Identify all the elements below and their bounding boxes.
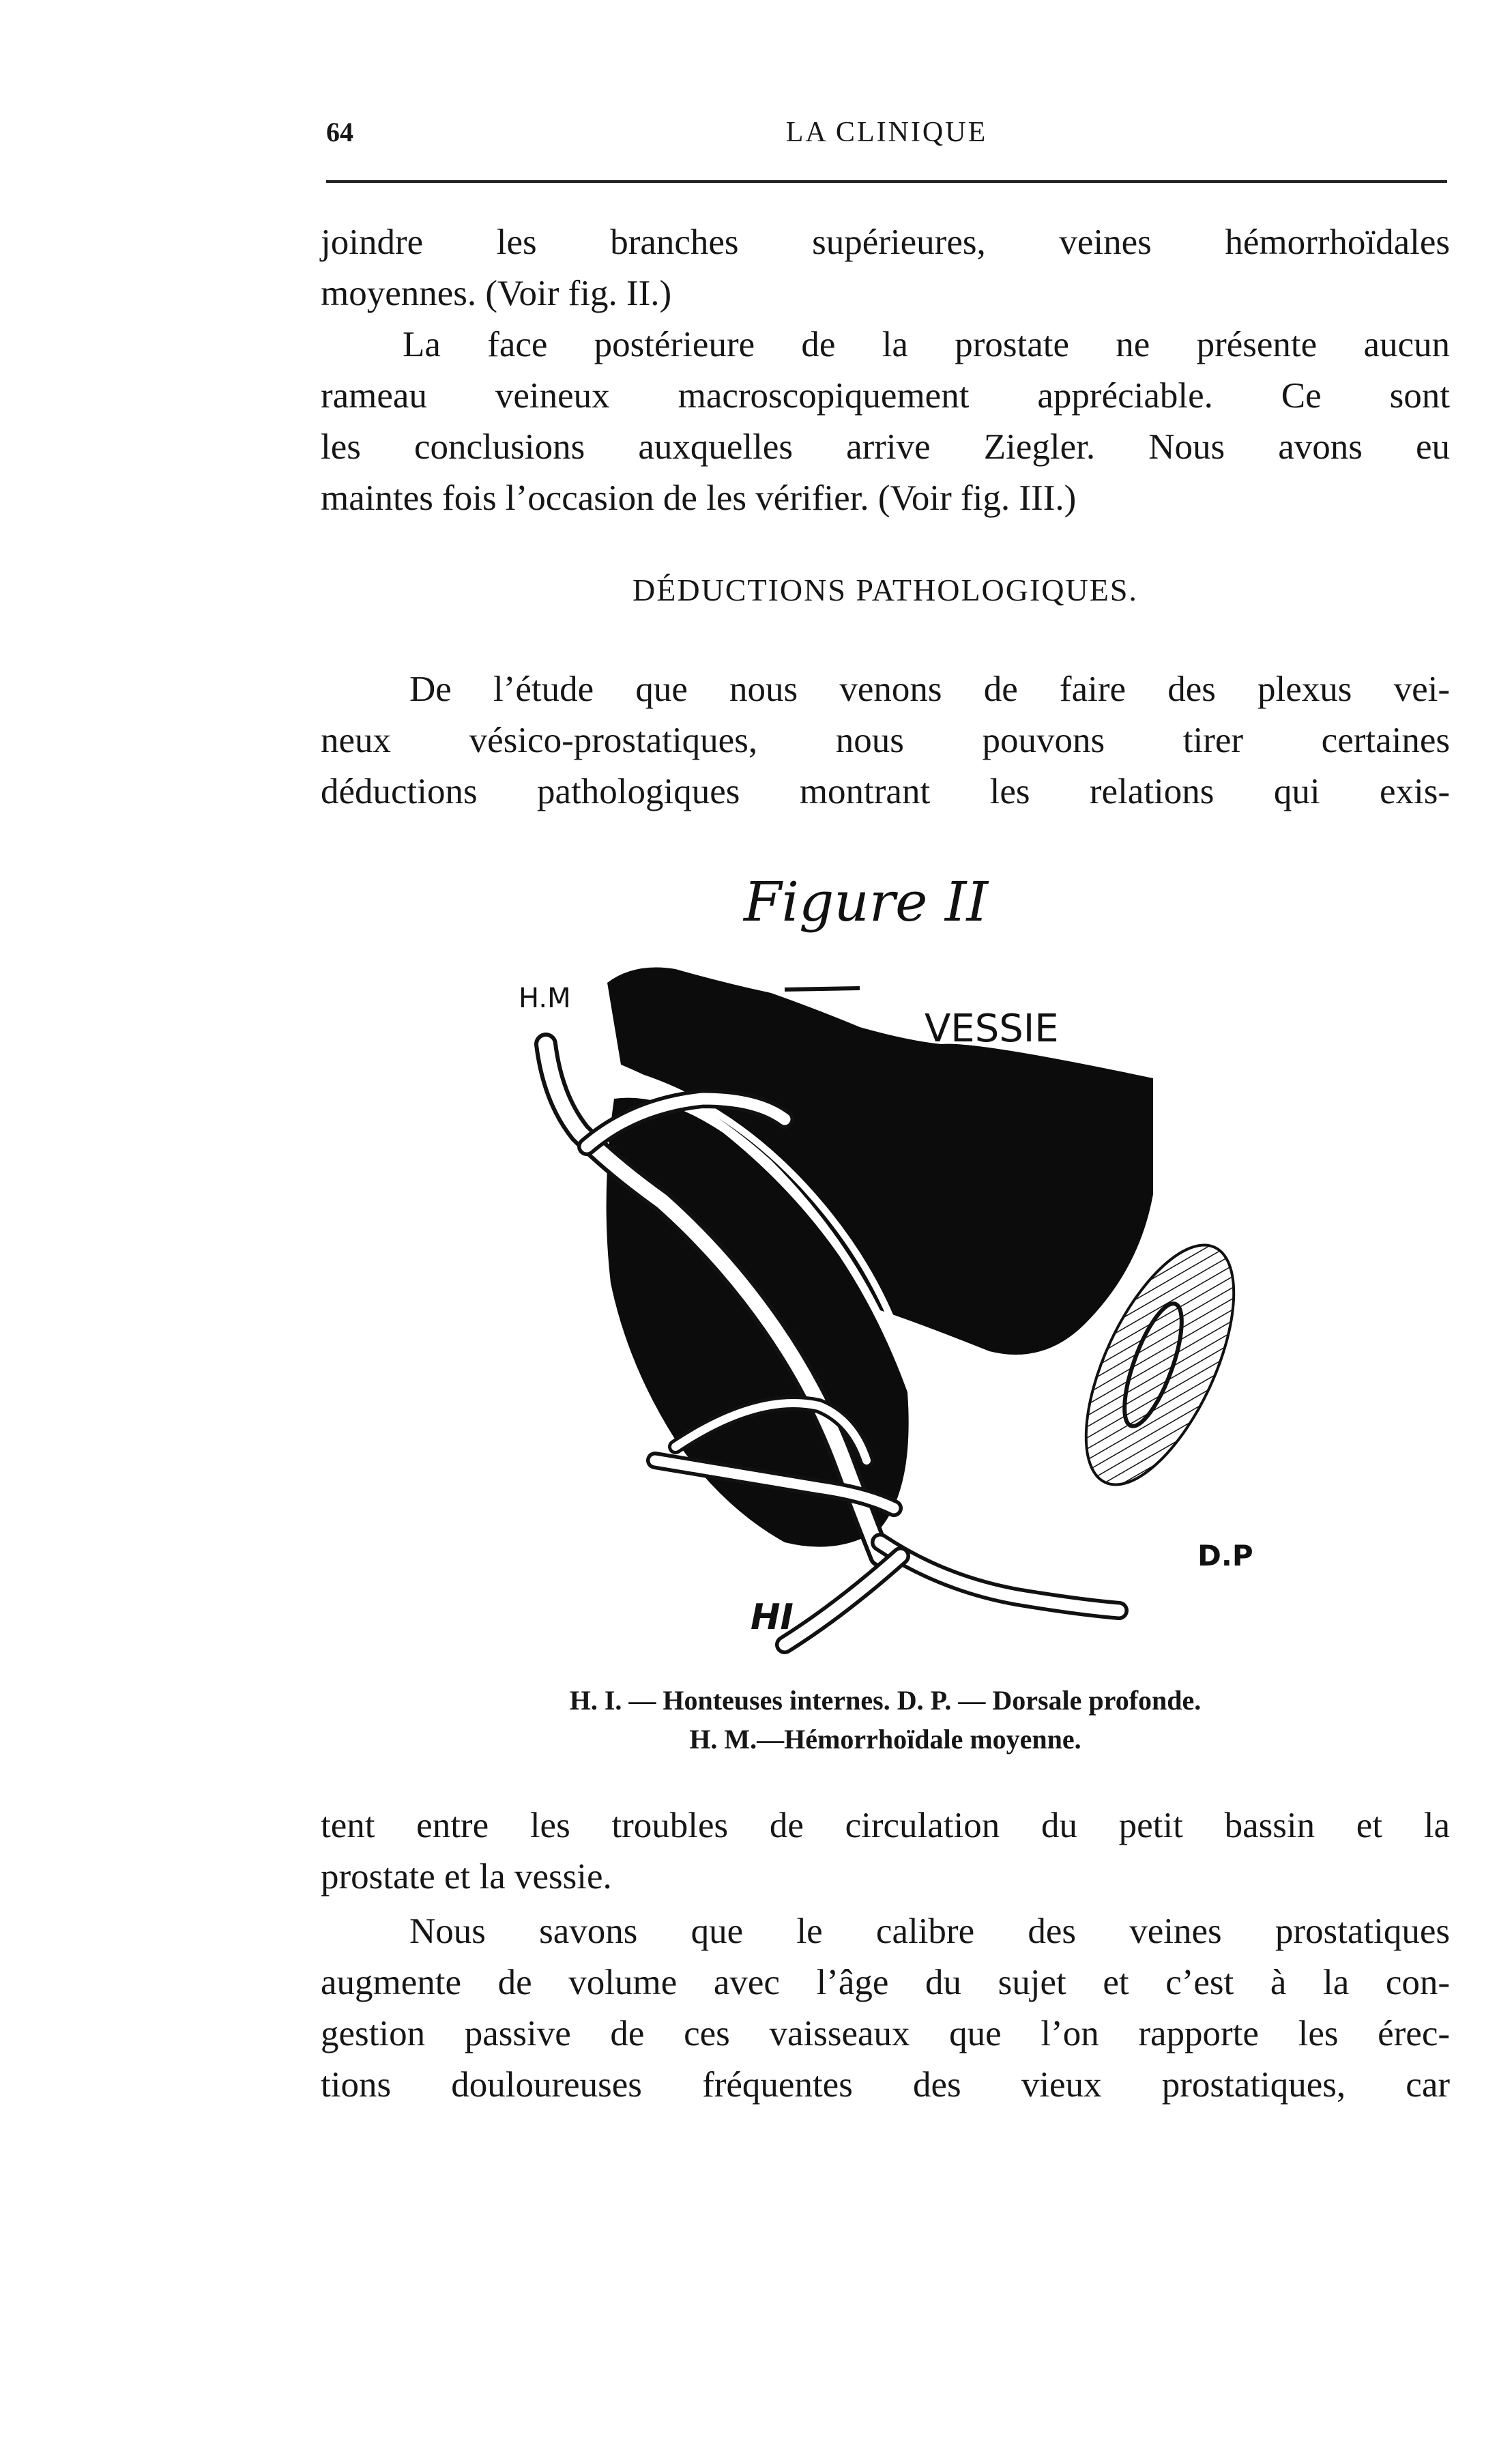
figure-label-dp: D.P (1197, 1539, 1253, 1572)
running-header (326, 116, 1447, 157)
paragraph-line: joindre les branches supérieures, veines hémorrhoïdales (321, 222, 1450, 262)
paragraph-line: De l’étude que nous venons de faire des plexus vei- (409, 669, 1450, 709)
paragraph-line: augmente de volume avec l’âge du sujet et c’est à la con- (321, 1963, 1450, 2002)
page-number: 64 (326, 117, 353, 147)
paragraph-line: tions douloureuses fréquentes des vieux prostatiques, car (321, 2065, 1450, 2105)
figure-label-hi: HI (751, 1597, 794, 1638)
figure-ii (498, 870, 1351, 1665)
figure-caption-line: H. M.—Hémorrhoïdale moyenne. (689, 1724, 1081, 1755)
paragraph-line: maintes fois l’occasion de les vérifier. (Voir fig. III.) (321, 478, 1077, 518)
paragraph-line: neux vésico-prostatiques, nous pouvons tirer certaines (321, 721, 1450, 760)
paragraph-line: déductions pathologiques montrant les relations qui exis- (321, 772, 1450, 811)
paragraph-line: les conclusions auxquelles arrive Ziegler. Nous avons eu (321, 427, 1450, 467)
paragraph-line: tent entre les troubles de circulation du petit bassin et la (321, 1806, 1450, 1845)
figure-label-hm: H.M (519, 983, 571, 1014)
paragraph-line: moyennes. (Voir fig. II.) (321, 274, 672, 313)
paragraph-line: Nous savons que le calibre des veines prostatiques (409, 1912, 1450, 1951)
running-title: LA CLINIQUE (785, 117, 988, 148)
paragraph-line: gestion passive de ces vaisseaux que l’on rapporte les érec- (321, 2014, 1450, 2053)
paragraph-line: prostate et la vessie. (321, 1857, 612, 1897)
figure-caption-line: H. I. — Honteuses internes. D. P. — Dorsale profonde. (569, 1685, 1202, 1716)
title-underline (785, 988, 860, 990)
paragraph-line: rameau veineux macroscopiquement appréciable. Ce sont (321, 376, 1450, 416)
header-rule (326, 180, 1447, 183)
figure-label-vessie: VESSIE (925, 1007, 1059, 1051)
paragraph-line: La face postérieure de la prostate ne présente aucun (403, 325, 1450, 364)
figure-title: Figure II (744, 870, 989, 934)
section-heading: DÉDUCTIONS PATHOLOGIQUES. (633, 573, 1138, 607)
